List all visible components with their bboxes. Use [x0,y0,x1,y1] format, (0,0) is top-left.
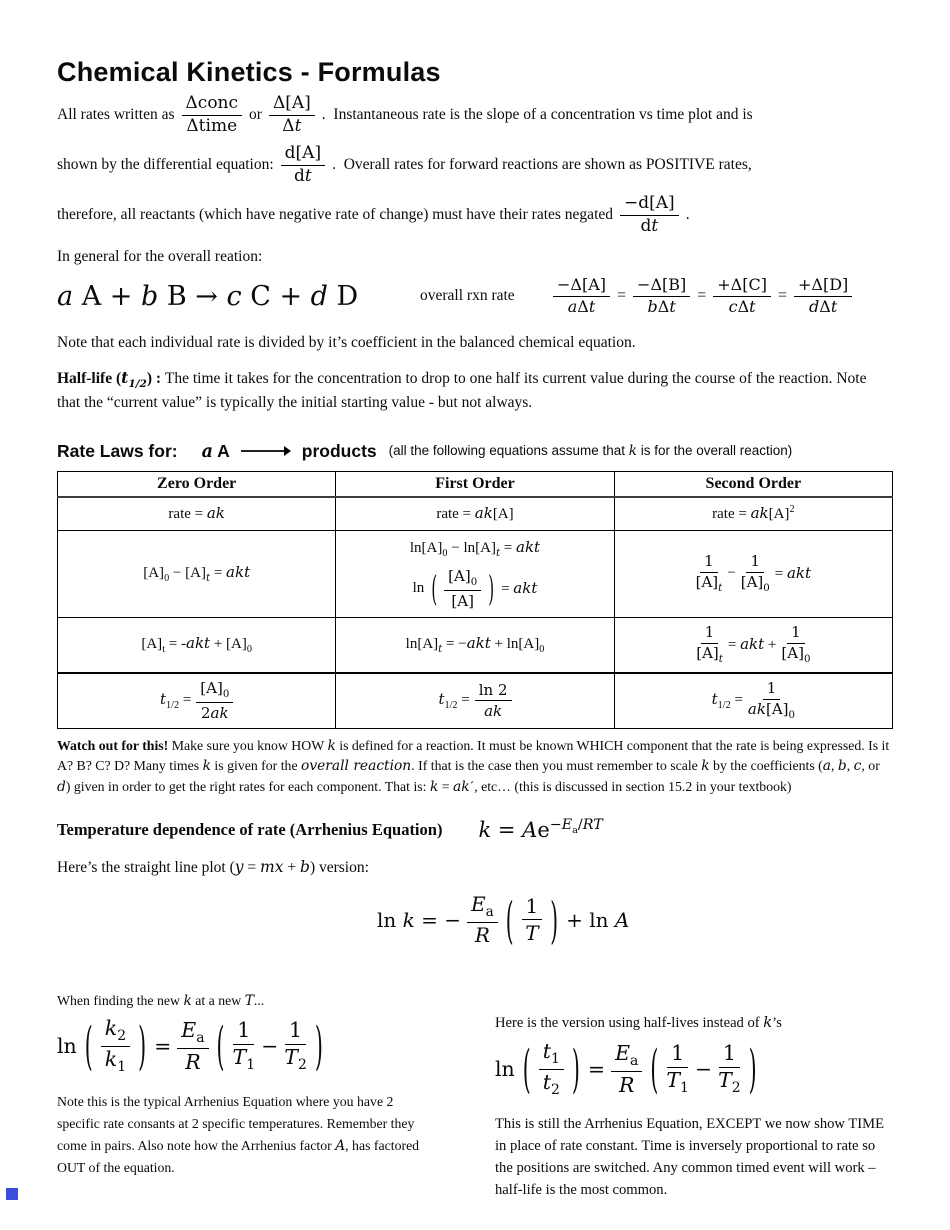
first-order-half-life [336,673,614,729]
zero-order-half-life [58,673,336,729]
two-point-column [57,993,495,1202]
t1-over-t2-fraction [539,1040,564,1099]
reactant-term: a A [201,440,230,462]
page-title: Chemical Kinetics - Formulas [57,57,441,87]
slope-intercept-row [58,617,893,673]
numerator: 1 [700,553,718,572]
intro-text: therefore, all reactants (which have negative rate of change) must have their rates negated [57,206,614,223]
denominator: aΔt [567,297,596,316]
denominator: $[A]_t$ [696,644,723,666]
one-over-T2-fraction [718,1042,741,1097]
ln-k-equation [377,889,630,950]
two-point-note: Note this is the typical Arrhenius Equation where you have 2 specific rate consants at 2 specific temperatures. Remember they come in pairs. Also note how the Arrhenius factor A, has factored OUT of the equation. [57,1094,420,1176]
ln-operator: ln [495,1057,515,1082]
numerator: −Δ[B] [633,276,690,296]
intro-paragraph [57,92,893,238]
t-half-equals: $t_{1/2}$ = [438,690,470,712]
Ea-over-R-fraction [177,1019,208,1074]
header-second-order: Second Order [614,471,892,497]
first-order-linear: $\ln[A]_t = -akt + \ln[A]_0$ [336,617,614,673]
A0-over-A-fraction [444,568,481,609]
numerator: 1 [285,1019,306,1044]
two-point-intro: When finding the new k at a new T... [57,992,265,1009]
minus-sign: − [727,565,736,582]
first-order-integrated [336,530,614,617]
second-order-rate-law: rate = $ak[A]^2$ [614,497,892,531]
watch-out-paragraph [57,736,893,797]
zero-order-rate-law: rate = ak [58,497,336,531]
right-paren: ) [138,1016,147,1077]
watch-out-lead: Watch out for this! [57,737,169,753]
half-life-fraction [748,680,795,721]
numerator: $E_a$ [467,893,498,923]
numerator: $[A]_0$ [196,680,233,703]
half-life-version-equation [495,1040,759,1099]
right-paren: ) [550,889,559,950]
ln-operator: ln [412,580,425,597]
numerator: $[A]_0$ [444,568,481,591]
denominator: R [185,1049,201,1074]
numerator: 1 [233,1019,254,1044]
numerator: Δconc [182,94,243,116]
rate-equality-chain [553,276,852,316]
second-order-half-life [614,673,892,729]
intro-line-3 [57,192,893,238]
half-life-text: The time it takes for the concentration to drop to one half its current value during the course of the reaction. Note that the “current value” is typically the initial starting value - but not always. [57,370,867,412]
minus-sign: − [694,1057,713,1082]
numerator: 1 [522,895,543,920]
first-order-rate-law: rate = ak[A] [336,497,614,531]
rate-law-row [58,497,893,531]
rate-laws-heading [57,441,893,462]
numerator: d[A] [281,144,325,166]
header-first-order: First Order [336,471,614,497]
rate-fraction-B [633,276,690,316]
denominator: dt [640,216,659,236]
equals-sign: = [777,287,787,304]
left-paren: ( [505,889,514,950]
left-paren: ( [431,568,438,610]
denominator: $ak[A]_0$ [747,700,795,722]
denominator: $[A]_t$ [695,573,723,595]
overall-reaction-row [57,270,893,322]
long-right-arrow-icon [240,445,292,457]
equals-akt: = akt [774,564,812,583]
second-order-integrated [614,530,892,617]
denominator: $T_2$ [284,1045,307,1074]
denominator: Δtime [186,116,238,136]
one-over-T1-fraction [666,1042,689,1097]
coefficient-note: Note that each individual rate is divided by it’s coefficient in the balanced chemical equation. [57,334,636,351]
dA-over-dt-fraction [281,144,325,186]
one-over-T-fraction [522,895,543,944]
minus-sign: − [261,1034,279,1059]
denominator: cΔt [728,297,756,316]
right-paren: ) [571,1039,580,1100]
equals-akt-plus: = akt + [727,635,777,654]
numerator: Δ[A] [269,94,315,116]
denominator: $[A]_0$ [740,573,770,595]
denominator: T [525,920,539,945]
numerator: 1 [746,553,764,572]
header-zero-order: Zero Order [58,471,336,497]
Ea-over-R-fraction [611,1042,642,1097]
numerator: $k_2$ [101,1017,130,1047]
half-life-fraction [196,680,233,721]
numerator: $E_a$ [177,1019,208,1049]
equals-akt: = akt [501,579,538,598]
ln-operator: ln [57,1034,77,1059]
numerator: +Δ[D] [794,276,852,296]
numerator: $E_a$ [611,1042,642,1072]
denominator: $[A]_0$ [781,644,811,666]
numerator: −Δ[A] [553,276,610,296]
half-life-version-column [495,1014,893,1202]
intro-line-1 [57,92,893,138]
half-life-row [58,673,893,729]
first-order-integrated-b [413,568,538,609]
denominator: bΔt [647,297,676,316]
denominator: R [474,923,490,948]
rate-fraction-A [553,276,610,316]
intro-text: . Instantaneous rate is the slope of a concentration vs time plot and is [321,106,753,123]
negative-dA-over-dt-fraction [620,194,679,236]
arrhenius-equation: $k = Ae^{-E_a/RT}$ [478,817,603,843]
denominator: $T_1$ [232,1045,256,1074]
half-life-definition [57,367,893,415]
equals-sign: = [587,1057,606,1082]
numerator: 1 [667,1042,688,1067]
ln-k-lead: ln k = − [377,907,461,932]
ln-k-tail: + ln A [566,907,630,932]
denominator: ak [484,701,503,720]
equals-sign: = [617,287,627,304]
two-point-equation [57,1017,325,1076]
right-paren: ) [748,1039,757,1100]
left-paren: ( [216,1016,225,1077]
overall-reaction-intro: In general for the overall reation: [57,248,263,265]
half-life-version-intro: Here is the version using half-lives instead of k’s [495,1013,782,1031]
numerator: −d[A] [620,194,679,216]
numerator: 1 [719,1042,740,1067]
left-paren: ( [522,1039,531,1100]
one-over-A0-fraction [741,553,770,594]
denominator: R [619,1072,635,1097]
first-order-integrated-a: $\ln[A]_0 - \ln[A]_t$ = akt [409,538,541,560]
bottom-section [57,993,893,1202]
zero-order-linear: $[A]_t = -akt + [A]_0$ [58,617,336,673]
denominator: $k_1$ [104,1047,127,1076]
intro-line-2 [57,142,893,188]
denominator: 2ak [201,703,229,722]
overall-rxn-rate-label: overall rxn rate [420,287,515,304]
half-life-fraction [475,682,512,720]
arrhenius-heading-row [57,817,893,842]
t-half-equals: $t_{1/2}$ = [160,690,192,712]
one-over-T1-fraction [233,1019,256,1074]
rate-laws-label: Rate Laws for: [57,440,178,461]
rate-fraction-C [713,276,771,316]
integrated-law-row [58,530,893,617]
page-corner-marker [6,1188,18,1200]
one-over-T2-fraction [284,1019,307,1074]
numerator: 1 [701,624,719,643]
numerator: +Δ[C] [713,276,771,296]
right-paren: ) [488,568,495,610]
one-over-At-fraction [696,553,723,594]
denominator: $T_2$ [718,1068,741,1097]
numerator: 1 [763,680,781,699]
equals-sign: = [697,287,707,304]
table-header-row [58,471,893,497]
equals-sign: = [154,1034,172,1059]
one-over-At-fraction [696,624,723,665]
denominator: $T_1$ [666,1068,689,1097]
numerator: 1 [787,624,805,643]
watch-out-text: Make sure you know HOW k is defined for a reaction. It must be known WHICH component that the rate is being expressed. Is it A? B? C? D? Many times k is given for the overall reaction. If that is the case then you must remember to scale k by the coefficients (a, b, c, or d) given in order to get the right rates for each component. That is: k = ak´, etc… (this is discussed in section 15.2 in your textbook) [57,737,890,795]
intro-text: . [685,206,690,223]
intro-text: shown by the differential equation: [57,156,274,173]
intro-or: or [249,106,262,123]
delta-A-over-delta-t-fraction [269,94,315,136]
left-paren: ( [650,1039,659,1100]
denominator: dt [294,166,312,186]
half-life-term: Half-life $(t_{1/2})$ : [57,368,165,391]
zero-order-integrated: $[A]_0 - [A]_t$ = akt [58,530,336,617]
second-order-linear [614,617,892,673]
rate-laws-assumption-note: (all the following equations assume that k is for the overall reaction) [388,443,793,460]
numerator: $t_1$ [539,1040,564,1070]
denominator: [A] [451,591,474,610]
half-life-version-note: This is still the Arrhenius Equation, EXCEPT we now show TIME in place of rate constant. Time is inversely proportional to rate so the positions are switched. Any common timed event will work – half-life is the most common. [495,1116,885,1198]
rate-laws-table [57,471,893,729]
one-over-A0-fraction [781,624,810,665]
right-paren: ) [314,1016,323,1077]
denominator: $t_2$ [542,1070,560,1099]
left-paren: ( [84,1016,93,1077]
straight-line-intro: Here’s the straight line plot (y = mx + b) version: [57,858,369,877]
Ea-over-R-fraction [467,893,498,947]
denominator: dΔt [809,297,838,316]
delta-conc-over-delta-time-fraction [182,94,243,136]
denominator: Δt [282,116,302,136]
k2-over-k1-fraction [101,1017,130,1076]
intro-text: All rates written as [57,106,175,123]
numerator: ln 2 [475,682,512,701]
arrhenius-heading: Temperature dependence of rate (Arrhenius Equation) [57,819,443,839]
rate-fraction-D [794,276,852,316]
products-term: products [301,440,377,461]
generic-reaction-equation: a A + b B → c C + d D [57,280,359,312]
t-half-equals: $t_{1/2}$ = [711,690,743,712]
intro-text: . Overall rates for forward reactions are shown as POSITIVE rates, [332,156,752,173]
